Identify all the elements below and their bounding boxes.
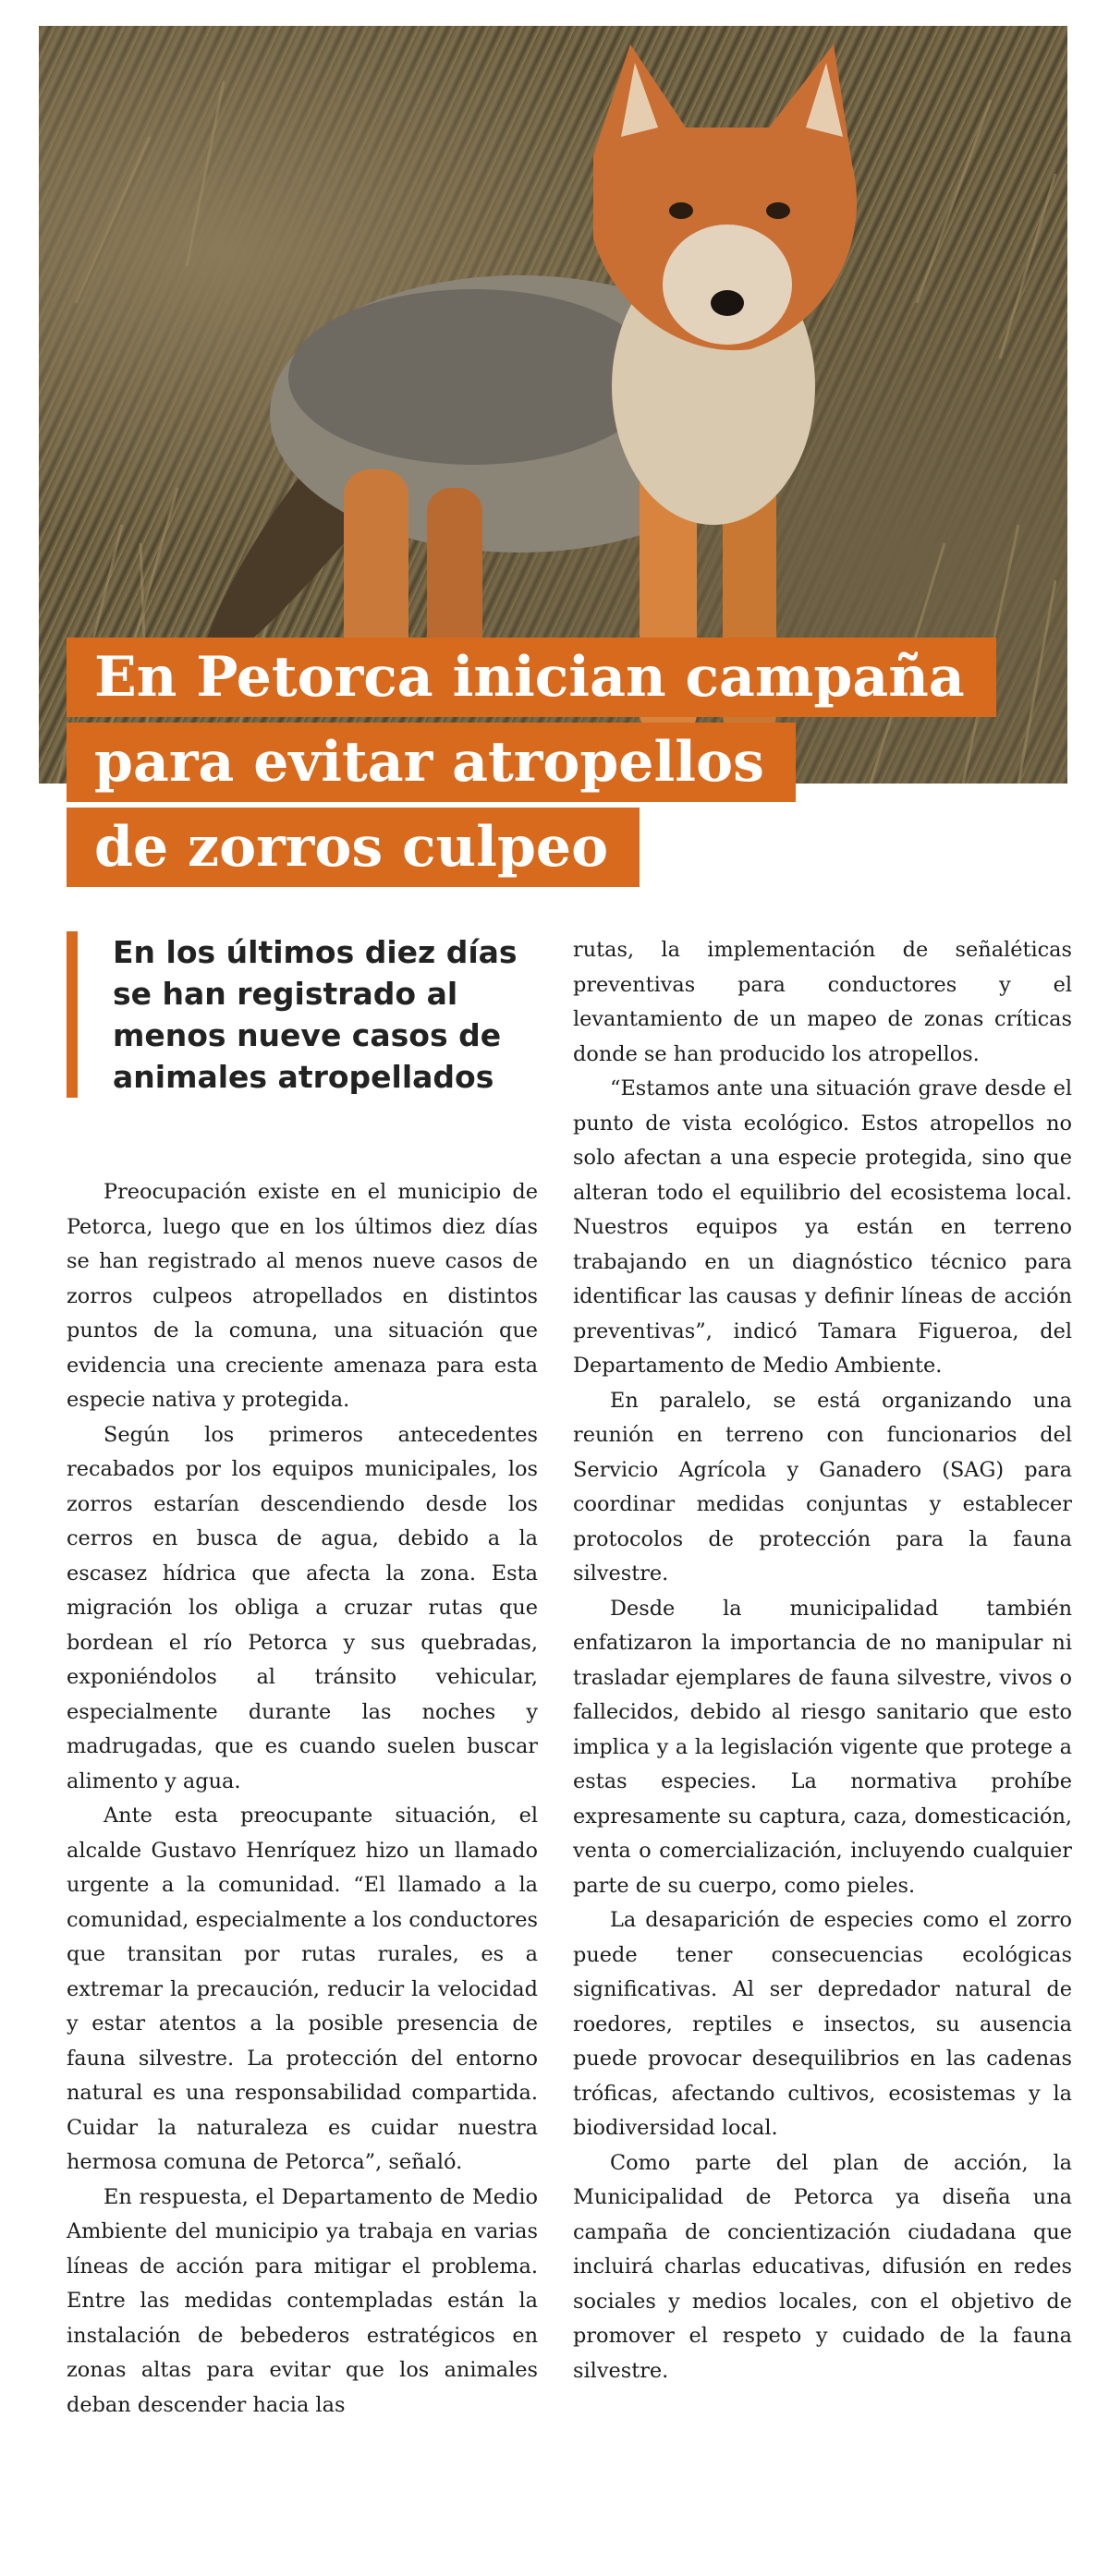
paragraph: “Estamos ante una situación grave desde el punto de vista ecológico. Estos atropellos no solo afectan a una especie protegida, sino que alteran todo el equilibrio del ecosistema local. Nuestros equipos ya están en terreno trabajando en un diagnóstico técnico para identificar las causas y definir líneas de acción preventivas”, indicó Tamara Figueroa, del Departamento de Medio Ambiente. — [573, 1076, 1072, 1378]
paragraph: En respuesta, el Departamento de Medio Ambiente del municipio ya trabaja en varias líneas de acción para mitigar el problema. Entre las medidas contempladas están la instalación de bebederos estratégicos en zonas altas para evitar que los animales deban descender hacia las — [67, 2184, 538, 2417]
right-column — [573, 933, 1072, 2388]
left-column — [67, 1175, 538, 2423]
paragraph: Preocupación existe en el municipio de Petorca, luego que en los últimos diez días se han registrado al menos nueve casos de zorros culpeos atropellados en distintos puntos de la comuna, una situación que evidencia una creciente amenaza para esta especie nativa y protegida. — [67, 1180, 538, 1412]
paragraph: Desde la municipalidad también enfatizaron la importancia de no manipular ni trasladar ejemplares de fauna silvestre, vivos o fallecidos, debido al riesgo sanitario que esto implica y a la legislación vigente que protege a estas especies. La normativa prohíbe expresamente su captura, caza, domesticación, venta o comercialización, incluyendo cualquier parte de su cuerpo, como pieles. — [573, 1596, 1072, 1898]
paragraph: La desaparición de especies como el zorro puede tener consecuencias ecológicas significativas. Al ser depredador natural de roedores, reptiles e insectos, su ausencia puede provocar desequilibrios en las cadenas tróficas, afectando cultivos, ecosistemas y la biodiversidad local. — [573, 1908, 1072, 2140]
paragraph: En paralelo, se está organizando una reunión en terreno con funcionarios del Servicio Agrícola y Ganadero (SAG) para coordinar medidas conjuntas y establecer protocolos de protección para la fauna silvestre. — [573, 1388, 1072, 1586]
paragraph-continuation: rutas, la implementación de señaléticas preventivas para conductores y el levantamiento de un mapeo de zonas críticas donde se han producido los atropellos. — [573, 938, 1072, 1066]
paragraph: Según los primeros antecedentes recabados por los equipos municipales, los zorros estarían descendiendo desde los cerros en busca de agua, debido a la escasez hídrica que afecta la zona. Esta migración los obliga a cruzar rutas que bordean el río Petorca y sus quebradas, exponiéndolos al tránsito vehicular, especialmente durante las noches y madrugadas, que es cuando suelen buscar alimento y agua. — [67, 1422, 538, 1793]
headline-line-2: para evitar atropellos — [67, 723, 796, 802]
paragraph: Ante esta preocupante situación, el alcalde Gustavo Henríquez hizo un llamado urgente a la comunidad. “El llamado a la comunidad, especialmente a los conductores que transitan por rutas rurales, es a extremar la precaución, reducir la velocidad y estar atentos a la posible presencia de fauna silvestre. La protección del entorno natural es una responsabilidad compartida. Cuidar la naturaleza es cuidar nuestra hermosa comuna de Petorca”, señaló. — [67, 1804, 538, 2174]
headline-line-3: de zorros culpeo — [67, 808, 640, 887]
headline — [67, 638, 991, 893]
headline-line-1: En Petorca inician campaña — [67, 638, 996, 717]
subheadline: En los últimos diez días se han registrado al menos nueve casos de animales atropellados — [67, 931, 556, 1098]
paragraph: Como parte del plan de acción, la Municipalidad de Petorca ya diseña una campaña de concientización ciudadana que incluirá charlas educativas, difusión en redes sociales y medios locales, con el objetivo de promover el respeto y cuidado de la fauna silvestre. — [573, 2150, 1072, 2383]
